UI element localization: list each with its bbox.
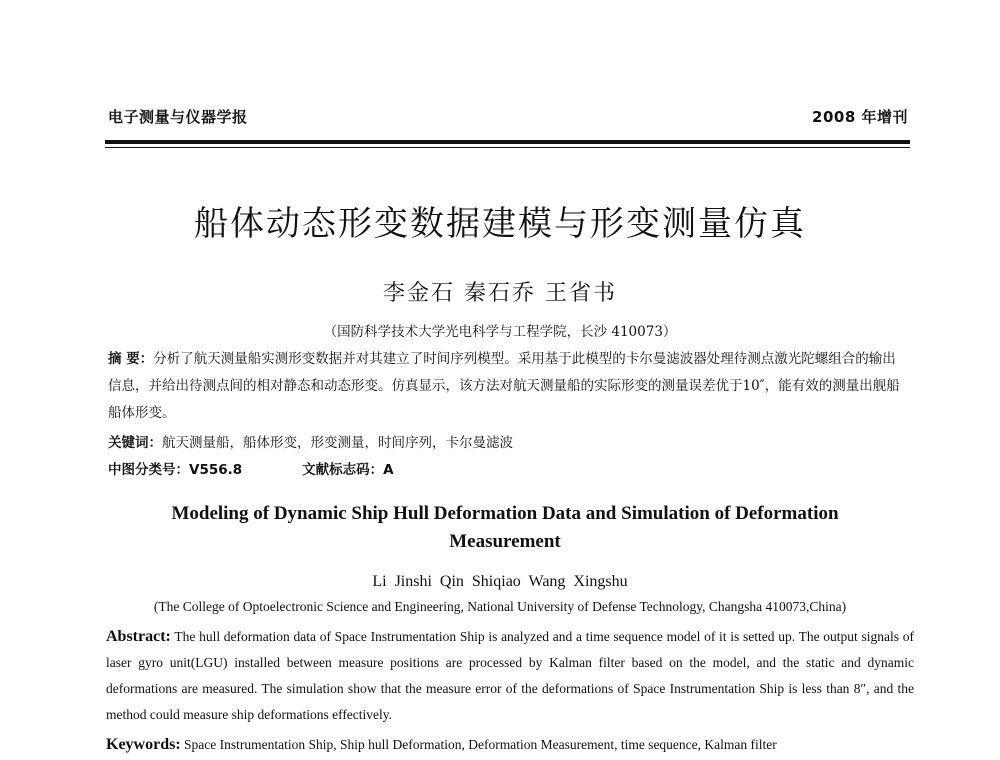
doc-code-value: A	[383, 462, 394, 478]
header-rule-thick	[105, 140, 910, 144]
class-number-value: V556.8	[189, 462, 243, 478]
classification-line	[108, 457, 908, 484]
chinese-authors: 李金石 秦石乔 王省书	[383, 281, 617, 306]
chinese-keywords	[108, 430, 908, 457]
english-keywords-label: Keywords:	[106, 736, 181, 753]
english-abstract	[106, 624, 914, 728]
english-abstract-label: Abstract:	[106, 628, 171, 645]
chinese-keywords-text: 航天测量船，船体形变，形变测量，时间序列，卡尔曼滤波	[162, 435, 513, 451]
doc-code-label: 文献标志码：	[302, 462, 384, 478]
chinese-title: 船体动态形变数据建模与形变测量仿真	[194, 204, 806, 244]
chinese-abstract-label: 摘 要：	[108, 351, 154, 367]
english-affiliation: (The College of Optoelectronic Science and Engineering, National University of Defense Technology, Changsha 410073,China)	[153, 599, 847, 614]
chinese-abstract-text: 分析了航天测量船实测形变数据并对其建立了时间序列模型。采用基于此模型的卡尔曼滤波器处理待测点激光陀螺组合的输出信息，并给出待测点间的相对静态和动态形变。仿真显示，该方法对航天测量船的实际形变的测量误差优于10″，能有效的测量出舰船船体形变。	[108, 351, 900, 421]
header-rule-thin	[105, 147, 910, 148]
english-authors: Li Jinshi Qin Shiqiao Wang Xingshu	[372, 573, 628, 590]
chinese-abstract	[108, 346, 908, 427]
chinese-keywords-label: 关键词：	[108, 435, 162, 451]
english-abstract-text: The hull deformation data of Space Instrumentation Ship is analyzed and a time sequence model of it is setted up. The output signals of laser gyro unit(LGU) installed between measure positions are processed by Kalman filter based on the model, and the static and dynamic deformations are measured. The simulation show that the measure error of the deformations of Space Instrumentation Ship is less than 8″, and the method could measure ship deformations effectively.	[106, 629, 914, 722]
english-keywords	[106, 732, 914, 758]
chinese-affiliation: （国防科学技术大学光电科学与工程学院，长沙 410073）	[323, 324, 677, 340]
class-number-label: 中图分类号：	[108, 462, 189, 478]
english-title: Modeling of Dynamic Ship Hull Deformation Data and Simulation of Deformation Measurement	[171, 503, 839, 552]
journal-name: 电子测量与仪器学报	[108, 108, 248, 126]
issue-label: 2008 年增刊	[812, 108, 908, 126]
english-keywords-text: Space Instrumentation Ship, Ship hull Deformation, Deformation Measurement, time sequence, Kalman filter	[184, 737, 777, 752]
